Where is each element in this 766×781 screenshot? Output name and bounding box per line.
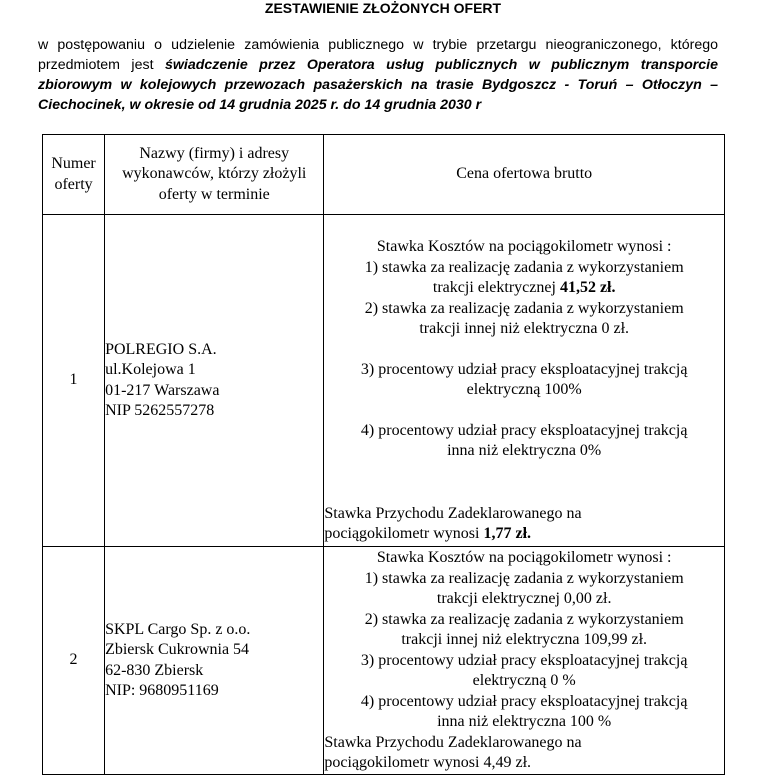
header-price: Cena ofertowa brutto [324,135,725,215]
header-name: Nazwy (firmy) i adresy wykonawców, którzy złożyli oferty w terminie [105,135,324,215]
price-item-3b: elektryczną 100% [466,381,582,398]
price-revenue-b: pociągokilometr wynosi 4,49 zł. [324,754,532,771]
document-title: ZESTAWIENIE ZŁOŻONYCH OFERT [264,0,502,16]
price-item-1a: 1) stawka za realizację zadania z wykorzystaniem [364,569,684,587]
price-intro: Stawka Kosztów na pociągokilometr wynosi : [376,238,672,255]
price-item-3a: 3) procentowy udział pracy eksploatacyjnej trakcją [360,651,688,669]
price-item-3b: elektryczną 0 % [472,672,576,689]
offer-price [324,547,725,775]
header-number-line-1: Numer [51,155,96,172]
intro-line-4: Ciechocinek, w okresie od 14 grudnia 2025 r. do 14 grudnia 2030 r [38,97,482,113]
price-revenue-a: Stawka Przychodu Zadeklarowanego na [324,733,582,751]
table-header-row [43,135,725,215]
address-line: ul.Kolejowa 1 [105,361,196,378]
price-item-1b-text: trakcji elektrycznej [432,279,556,296]
intro-line-2 [38,55,718,75]
table-row [43,215,725,547]
price-revenue-b-text: pociągokilometr wynosi [324,525,480,542]
price-item-2b: trakcji innej niż elektryczna 109,99 zł. [401,631,648,648]
address-line: 62-830 Zbiersk [105,661,204,679]
price-item-1-value: 41,52 zł. [559,279,616,296]
offer-price [324,215,725,547]
table-row [43,547,725,775]
price-item-1a: 1) stawka za realizację zadania z wykorzystaniem [364,258,684,276]
price-revenue-a: Stawka Przychodu Zadeklarowanego na [324,504,582,522]
address-line: Zbiersk Cukrownia 54 [105,641,250,658]
intro-line-1: w postępowaniu o udzielenie zamówienia publicznego w trybie przetargu nieograniczonego, którego [38,37,718,53]
header-number-line-2: oferty [54,175,93,193]
intro-paragraph [38,35,718,115]
price-item-1b [324,278,724,299]
price-item-4a: 4) procentowy udział pracy eksploatacyjnej trakcją [360,421,688,439]
price-item-2a: 2) stawka za realizację zadania z wykorzystaniem [364,299,684,317]
price-item-3a: 3) procentowy udział pracy eksploatacyjnej trakcją [360,360,688,378]
price-item-4b: inna niż elektryczna 100 % [437,713,612,730]
address-line: 01-217 Warszawa [105,381,220,399]
address-line: NIP: 9680951169 [105,682,219,699]
address-line: NIP 5262557278 [105,402,215,419]
price-item-2b: trakcji innej niż elektryczna 0 zł. [419,320,630,337]
intro-line-2-bold: świadczenie przez Operatora usług publicznych w publicznym transporcie [164,57,718,73]
offer-address [105,215,324,547]
offer-number: 2 [43,547,105,775]
offer-address [105,547,324,775]
price-item-1b: trakcji elektrycznej 0,00 zł. [436,590,612,607]
offer-number: 1 [43,215,105,547]
header-number [43,135,105,215]
price-revenue-value: 1,77 zł. [483,525,532,542]
intro-line-2-plain: przedmiotem jest [38,57,154,73]
address-line: SKPL Cargo Sp. z o.o. [105,620,251,638]
address-line: POLREGIO S.A. [105,340,217,358]
price-item-4b: inna niż elektryczna 0% [447,442,602,459]
price-revenue-b [324,524,724,545]
price-intro: Stawka Kosztów na pociągokilometr wynosi : [376,549,672,566]
intro-line-3: zbiorowym w kolejowych przewozach pasażerskich na trasie Bydgoszcz - Toruń – Otłoczyn – [38,77,718,93]
offers-table [42,134,725,775]
price-item-2a: 2) stawka za realizację zadania z wykorzystaniem [364,610,684,628]
price-item-4a: 4) procentowy udział pracy eksploatacyjnej trakcją [360,692,688,710]
